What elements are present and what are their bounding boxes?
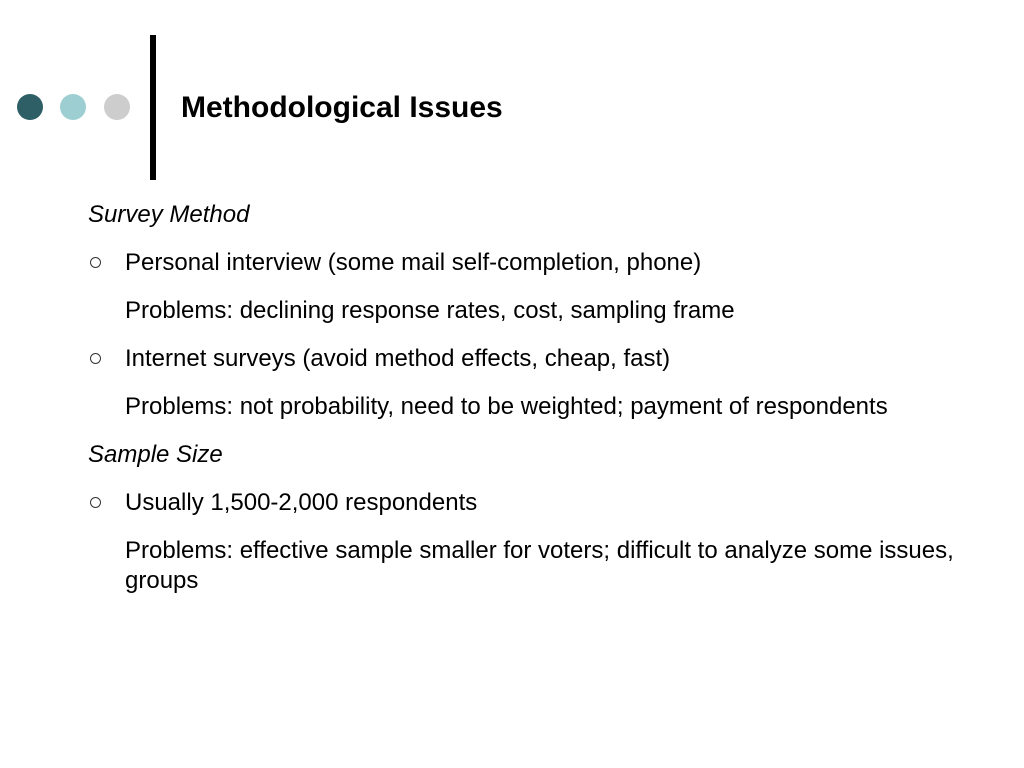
slide-title: Methodological Issues xyxy=(181,91,503,124)
section-heading: Sample Size xyxy=(88,441,223,468)
dark-teal-dot xyxy=(17,94,43,120)
bullet-detail: Problems: not probability, need to be weighted; payment of respondents xyxy=(125,393,888,420)
bullet-item xyxy=(88,344,968,374)
title-divider-bar xyxy=(150,35,156,180)
bullet-detail: Problems: effective sample smaller for voters; difficult to analyze some issues, groups xyxy=(125,537,954,594)
section-sample-size xyxy=(88,440,968,596)
bullet-item xyxy=(88,248,968,278)
bullet-text: Internet surveys (avoid method effects, cheap, fast) xyxy=(125,345,671,372)
decorative-dots xyxy=(0,0,150,200)
light-teal-dot xyxy=(60,94,86,120)
bullet-detail: Problems: declining response rates, cost, sampling frame xyxy=(125,297,735,324)
slide-body xyxy=(88,200,968,614)
section-survey-method xyxy=(88,200,968,422)
bullet-text: Personal interview (some mail self-completion, phone) xyxy=(125,249,702,276)
bullet-item xyxy=(88,488,968,518)
hollow-circle-bullet-icon xyxy=(90,497,101,508)
hollow-circle-bullet-icon xyxy=(90,257,101,268)
grey-dot xyxy=(104,94,130,120)
section-heading: Survey Method xyxy=(88,201,250,228)
hollow-circle-bullet-icon xyxy=(90,353,101,364)
bullet-text: Usually 1,500-2,000 respondents xyxy=(125,489,478,516)
